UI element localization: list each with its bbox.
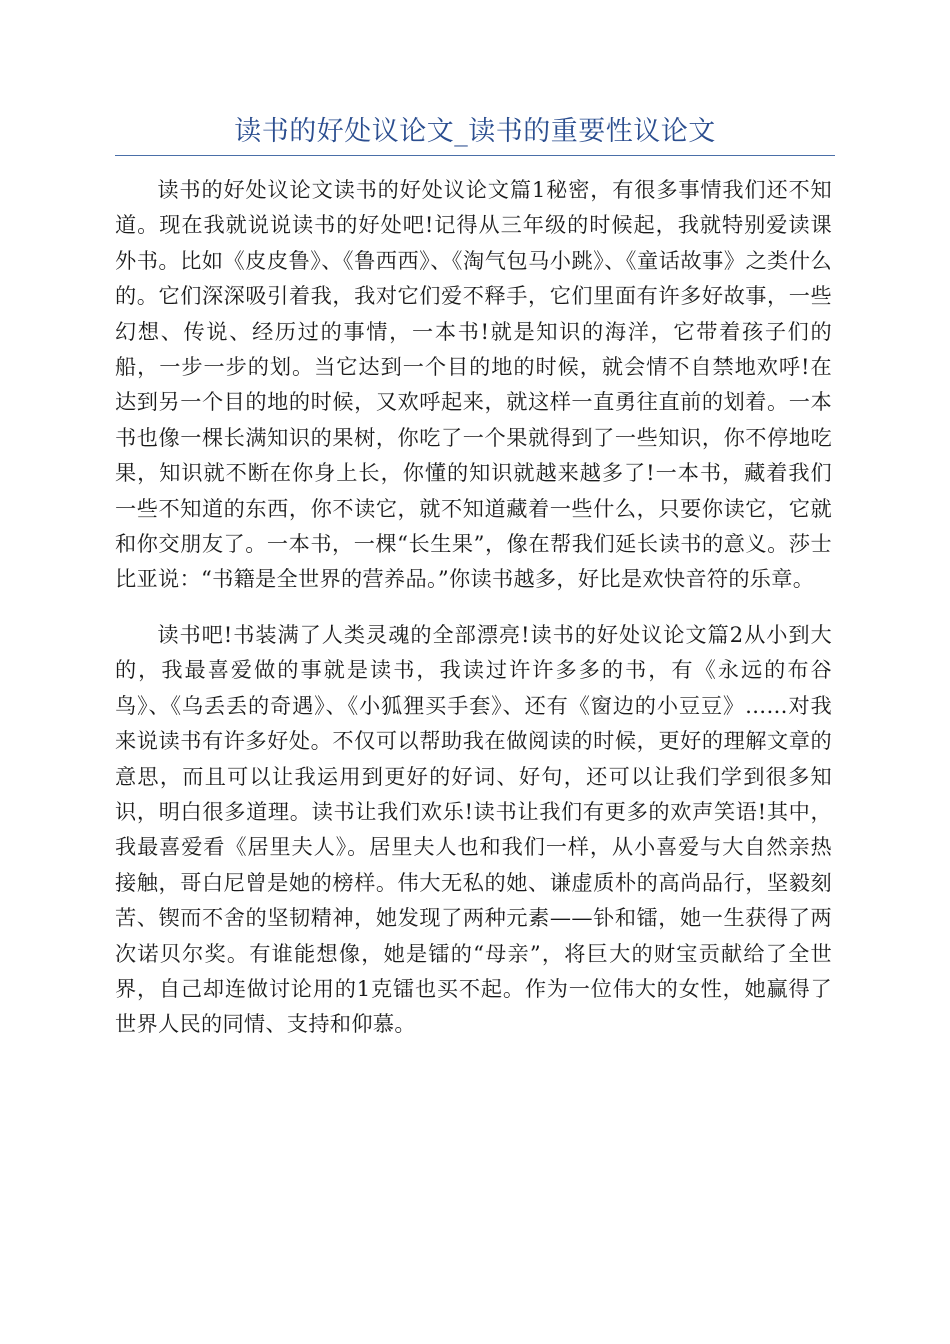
- document-title: 读书的好处议论文_读书的重要性议论文: [234, 116, 716, 147]
- paragraph-2: 读书吧!书装满了人类灵魂的全部漂亮!读书的好处议论文篇2从小到大的，我最喜爱做的事就是读书，我读过许许多多的书，有《永远的布谷鸟》、《乌丢丢的奇遇》、《小狐狸买手套》、还有《窗边的小豆豆》……对我来说读书有许多好处。不仅可以帮助我在做阅读的时候，更好的理解文章的意思，而且可以让我运用到更好的好词、好句，还可以让我们学到很多知识，明白很多道理。读书让我们欢乐!读书让我们有更多的欢声笑语!其中，我最喜爱看《居里夫人》。居里夫人也和我们一样，从小喜爱与大自然亲热接触，哥白尼曾是她的榜样。伟大无私的她、谦虚质朴的高尚品行，坚毅刻苦、锲而不舍的坚韧精神，她发现了两种元素——钋和镭，她一生获得了两次诺贝尔奖。有谁能想像，她是镭的“母亲”，将巨大的财宝贡献给了全世界，自己却连做讨论用的1克镭也买不起。作为一位伟大的女性，她赢得了世界人民的同情、支持和仰慕。: [115, 621, 832, 1037]
- document-body: [115, 172, 832, 1062]
- paragraph-1: 读书的好处议论文读书的好处议论文篇1秘密，有很多事情我们还不知道。现在我就说说读书的好处吧!记得从三年级的时候起，我就特别爱读课外书。比如《皮皮鲁》、《鲁西西》、《淘气包马小跳》、《童话故事》之类什么的。它们深深吸引着我，我对它们爱不释手，它们里面有许多好故事，一些幻想、传说、经历过的事情，一本书!就是知识的海洋，它带着孩子们的船，一步一步的划。当它达到一个目的地的时候，就会情不自禁地欢呼!在达到另一个目的地的时候，又欢呼起来，就这样一直勇往直前的划着。一本书也像一棵长满知识的果树，你吃了一个果就得到了一些知识，你不停地吃果，知识就不断在你身上长，你懂的知识就越来越多了!一本书，藏着我们一些不知道的东西，你不读它，就不知道藏着一些什么，只要你读它，它就和你交朋友了。一本书，一棵“长生果”，像在帮我们延长读书的意义。莎士比亚说：“书籍是全世界的营养品。”你读书越多，好比是欢快音符的乐章。: [115, 177, 832, 592]
- title-underline: [115, 155, 835, 156]
- title-block: [115, 112, 835, 152]
